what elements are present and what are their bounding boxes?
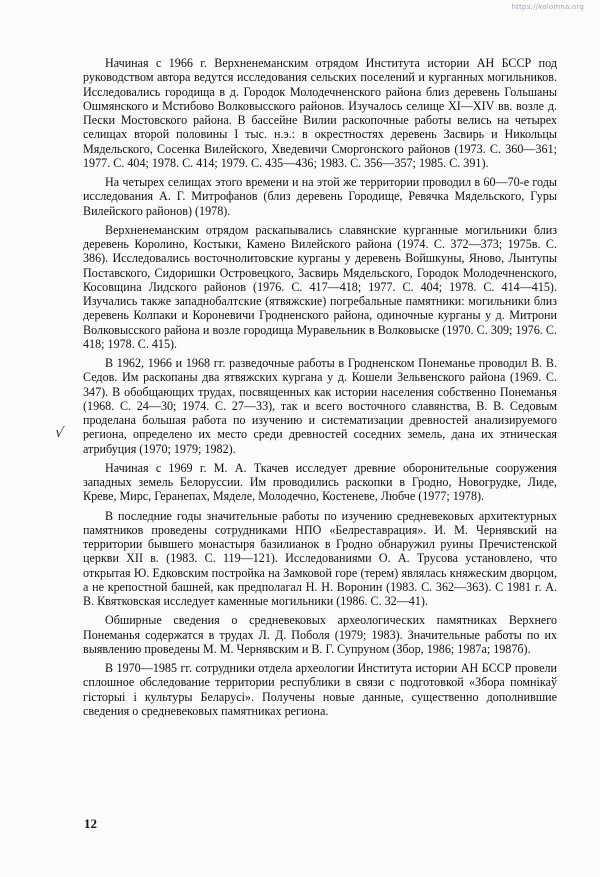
paragraph: В 1962, 1966 и 1968 гг. разведочные работы в Гродненском Понеманье проводил В. В. Седов. Им раскопаны два ятвяжских кургана у д. Кошели Зельвенского района (1969. С. 347). В обобщающих трудах, посвященных как истории населения собственно Понеманья (1968. С. 24—30; 1974. С. 27—33), так и всего восточного славянства, В. В. Седовым проделана большая работа по изучению и систематизации древностей анализируемого региона, определено их место среди древностей соседних земель, дана их этническая атрибуция (1970; 1979; 1982). [83,356,557,456]
paragraph: Верхненеманским отрядом раскапывались славянские курганные могильники близ деревень Королино, Костыки, Камено Вилейского района (1974. С. 372—373; 1975в. С. 386). Исследовались восточнолитовские курганы у деревень Войшкуны, Яново, Лынтупы Поставского, Сидоришки Островецкого, Засвирь Мядельского, Городок Молодечненского, Косовщина Лидского районов (1976. С. 417—418; 1977. С. 404; 1978. С. 414—415). Изучались также западнобалтские (ятвяжские) погребальные памятники: могильники близ деревень Колпаки и Короневичи Гродненского района, одиночные курганы у д. Митрони Волковысского района и возле городища Муравельник в Волковыске (1970. С. 309; 1976. С. 418; 1978. С. 415). [83,222,557,351]
paragraph: Начиная с 1969 г. М. А. Ткачев исследует древние оборонительные сооружения западных земель Белоруссии. Им проводились раскопки в Гродно, Новогрудке, Лиде, Креве, Мирс, Геранепах, Мяделе, Молодечно, Костеневе, Любче (1977; 1978). [83,460,557,504]
watermark-url: https://kolomna.org [511,3,584,11]
paragraph: В 1970—1985 гг. сотрудники отдела археологии Института истории АН БССР провели сплошное обследование территории республики в связи с подготовкой «Збора помнікаў гісторыі і культуры Беларусі». Получены новые данные, существенно дополнившие сведения о средневековых памятниках региона. [83,661,557,718]
paragraph: В последние годы значительные работы по изучению средневековых архитектурных памятников проведены сотрудниками НПО «Белреставрация». И. М. Чернявский на территории бывшего монастыря базилианок в Гродно обнаружил руины Пречистенской церкви XII в. (1983. С. 119—121). Исследованиями О. А. Трусова установлено, что открытая Ю. Едковским постройка на Замковой горе (терем) являлась княжеским дворцом, а не крепостной башней, как предполагал Н. Н. Воронин (1983. С. 362—363). С 1981 г. А. В. Квятковская исследует каменные могильники (1986. С. 32—41). [83,508,557,608]
body-text [83,56,557,723]
page-number: 12 [84,816,97,831]
handwritten-check-mark: √ [53,424,65,442]
paragraph: Начиная с 1966 г. Верхненеманским отрядом Института истории АН БССР под руководством автора ведутся исследования сельских поселений и курганных могильников. Исследовались городища в д. Городок Молодечненского района близ деревень Гольшаны Ошмянского и Мстибово Волковысского районов. Изучалось селище XI—XIV вв. возле д. Пески Мостовского района. В бассейне Вилии раскопочные работы велись на четырех селищах второй половины I тыс. н.э.: в окрестностях деревень Засвирь и Никольцы Мядельского, Сосенка Вилейского, Хведевичи Сморгонского районов (1973. С. 360—361; 1977. С. 404; 1978. С. 414; 1979. С. 435—436; 1983. С. 356—357; 1985. С. 391). [83,56,557,170]
paragraph: Обширные сведения о средневековых археологических памятниках Верхнего Понеманья содержатся в трудах Л. Д. Поболя (1979; 1983). Значительные работы по их выявлению проведены М. М. Чернявским и В. Г. Супруном (Збор, 1986; 1987а; 1987б). [83,613,557,656]
paragraph: На четырех селищах этого времени и на этой же территории проводил в 60—70-е годы исследования А. Г. Митрофанов (близ деревень Городище, Ревячка Мядельского, Гуры Вилейского районов) (1978). [83,175,557,218]
